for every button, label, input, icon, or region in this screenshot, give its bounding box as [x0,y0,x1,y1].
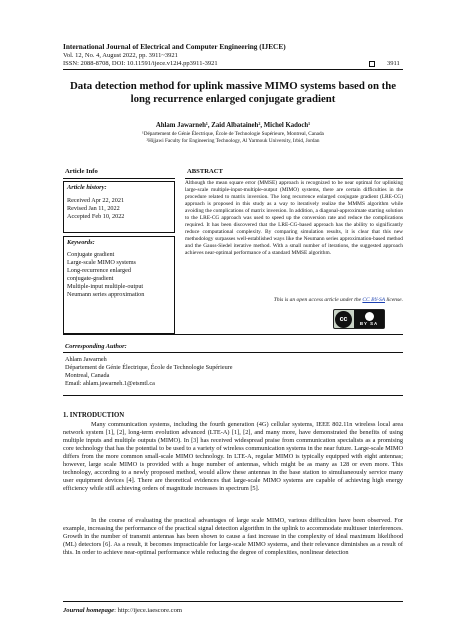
info-rule [63,178,175,179]
corr-dept: Département de Génie Électrique, École de Technologie Supérieure [65,364,233,371]
corr-bottom-rule [63,395,403,396]
intro-paragraph-2: In the course of evaluating the practical advantages of large scale MIMO, various difficulties have been observed. For example, increasing the performance of the practical signal detection algorithm in the uplink to accommodate multiuser interferences. Growth in the number of transmit antennas has been shown to cause a fast increase in the complexity of ideal maximum likelihood (ML) detectors [6]. As a result, it becomes impracticable for large-scale MIMO systems, and their relevance diminishes as a result of this. In order to achieve near-optimal performance while reducing the degree of complexities, nonlinear detection [63,517,403,557]
keyword: Multiple-input multiple-output [67,283,144,290]
license-line [185,297,403,303]
corr-city: Montreal, Canada [65,372,110,379]
footer-rule [63,601,403,602]
cc-license-badge[interactable] [333,309,385,329]
revised-date: Revised Jan 11, 2022 [67,205,120,212]
page-number: 3911 [387,60,400,67]
cc-by-sa-link[interactable]: CC BY-SA [362,297,385,303]
intro-paragraph-1: Many communication systems, including the fourth generation (4G) cellular systems, IEEE 802.11n wireless local area network system [1], [2], long-term evolution advanced (LTE-A) [1], [2], and many more, have demonstrated the benefits of using multiple inputs and multiple outputs (MIMO). In [3] has received widespread praise from communication specialists as a promising core technology that has the potential to be used to a variety of wireless communication systems in the near future. Large-scale MIMO differs from the more common small-scale MIMO technology. In LTE-A, regular MIMO is typically equipped with eight antennas; however, large scale MIMO is provided with a huge number of antennas, which might be as many as 128 or even more. This technology, according to a newly proposed method, would allow these antennas in the base station to simultaneously service many user equipment devices [4]. There are theoretical evidences that large-scale MIMO systems are capable of achieving high energy efficiency while still achieving orders of magnitude increases in spectrum [5]. [63,421,403,493]
header-rule [63,69,403,70]
author-list: Ahlam Jawarneh¹, Zaid Albataineh², Michel Kadoch¹ [155,122,311,129]
keywords-heading: Keywords: [67,239,95,246]
history-box [63,181,175,233]
corresponding-heading: Corresponding Author: [65,343,127,350]
history-heading: Article history: [67,184,107,191]
section-rule [63,334,403,335]
abstract-rule [185,178,403,179]
affiliation-2: ²Hijjawi Faculty for Engineering Technology, Al Yarmouk University, Irbid, Jordan [146,138,320,144]
corr-email[interactable]: Email: ahlam.jawarneh.1@etsmtl.ca [65,380,155,387]
footer-url[interactable]: : http://ijece.iaescore.com [114,607,183,614]
badge-text: BY SA [359,321,379,326]
corr-rule [63,352,403,353]
keyword: conjugate-gradient [67,275,114,282]
received-date: Received Apr 22, 2021 [67,197,125,204]
footer-label: Journal homepage [63,607,115,614]
cc-logo-icon: cc [335,311,352,328]
license-suffix: license. [384,297,403,303]
journal-name: International Journal of Electrical and Computer Engineering (IJECE) [63,42,286,51]
abstract-heading: ABSTRACT [187,168,223,175]
keyword: Large-scale MIMO systems [67,259,136,266]
footer [63,607,182,614]
journal-issn: ISSN: 2088-8708, DOI: 10.11591/ijece.v12i4.pp3911-3921 [63,59,218,67]
keywords-box [63,236,175,334]
page-number-box [369,60,400,67]
section-heading: 1. INTRODUCTION [63,412,125,419]
article-info-heading: Article Info [65,168,98,175]
corresponding-author [63,343,403,395]
affiliation-1: ¹Département de Génie Électrique, École de Technologie Supérieure, Montreal, Canada [142,131,324,137]
license-prefix: This is an open access article under the [273,297,363,303]
journal-volume: Vol. 12, No. 4, August 2022, pp. 3911~3921 [63,51,178,59]
keyword: Long-recurrence enlarged [67,267,131,274]
abstract-text: Although the mean square error (MMSE) approach is recognized to be near optimal for uplinking large-scale multiple-input-multiple-output (MIMO) systems, there are certain difficulties in the procedure related to matrix inversion. The long recurrence enlarged conjugate gradient (LRE-CG) approach is proposed in this study as a way to iteratively realize the MMMS algorithm while avoiding the complications of matrix inversion. In addition, a diagonal-approximate starting solution to the LRE-CG approach was used to speed up the conversion rate and reduce the complications required. It has been discovered that the LRE-CG-based approach has the ability to significantly reduce computational complexity. By comparing simulation results, it is clear that this new methodology surpasses well-established ways like the Neumann series approximation-based method and the Gauss-Siedel iterative method. With a small number of iterations, the suggested approach achieves near-optimal performance of a standard MMSE algorithm. [185,180,403,256]
corr-name: Ahlam Jawarneh [65,356,107,363]
square-icon [369,61,375,67]
journal-header [63,43,403,68]
person-icon [365,312,374,321]
accepted-date: Accepted Feb 10, 2022 [67,213,125,220]
keyword: Conjugate gradient [67,251,115,258]
paper-title: Data detection method for uplink massive MIMO systems based on the long recurrence enlarged conjugate gradient [69,80,397,105]
keyword: Neumann series approximation [67,291,145,298]
